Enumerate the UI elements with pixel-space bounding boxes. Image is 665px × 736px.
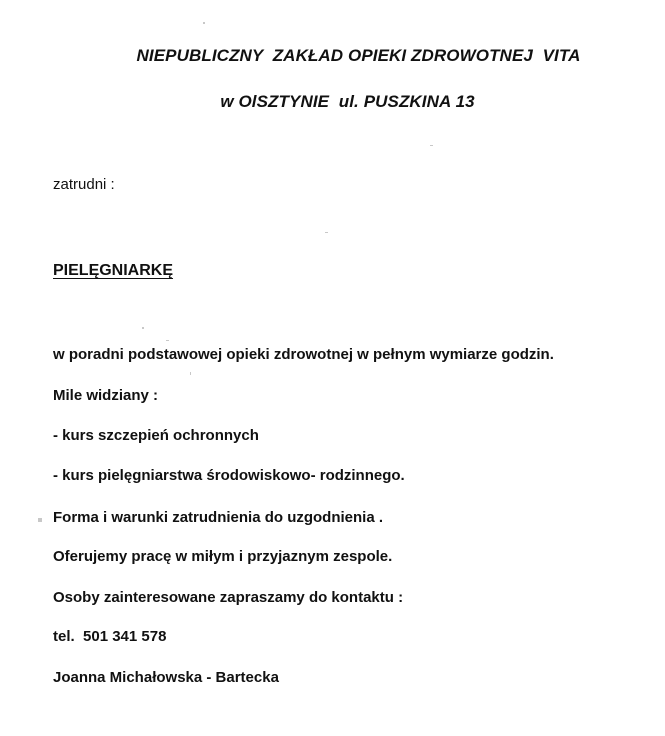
scan-speck [142, 327, 144, 329]
job-description-line: w poradni podstawowej opieki zdrowotnej w pełnym wymiarze godzin. [53, 346, 554, 363]
offer-line: Oferujemy pracę w miłym i przyjaznym zespole. [53, 548, 393, 565]
scan-speck [325, 232, 328, 233]
scan-speck [166, 340, 169, 341]
terms-line: Forma i warunki zatrudnienia do uzgodnienia . [53, 509, 384, 526]
scan-speck [38, 518, 42, 522]
scan-speck [190, 372, 191, 375]
phone-number: tel. 501 341 578 [53, 628, 167, 645]
scan-speck [430, 145, 433, 146]
requirement-item: - kurs pielęgniarstwa środowiskowo- rodzinnego. [53, 467, 405, 484]
position-title: PIELĘGNIARKĘ [53, 262, 174, 279]
contact-person-name: Joanna Michałowska - Bartecka [53, 669, 279, 686]
contact-invitation-line: Osoby zainteresowane zapraszamy do kontaktu : [53, 589, 404, 606]
scan-speck [203, 22, 205, 24]
requirement-item: - kurs szczepień ochronnych [53, 427, 259, 444]
header-address: w OlSZTYNIE ul. PUSZKINA 13 [220, 92, 475, 111]
preferred-label: Mile widziany : [53, 387, 159, 404]
header-organization-name: NIEPUBLICZNY ZAKŁAD OPIEKI ZDROWOTNEJ VITA [136, 46, 581, 65]
intro-text: zatrudni : [53, 176, 115, 193]
